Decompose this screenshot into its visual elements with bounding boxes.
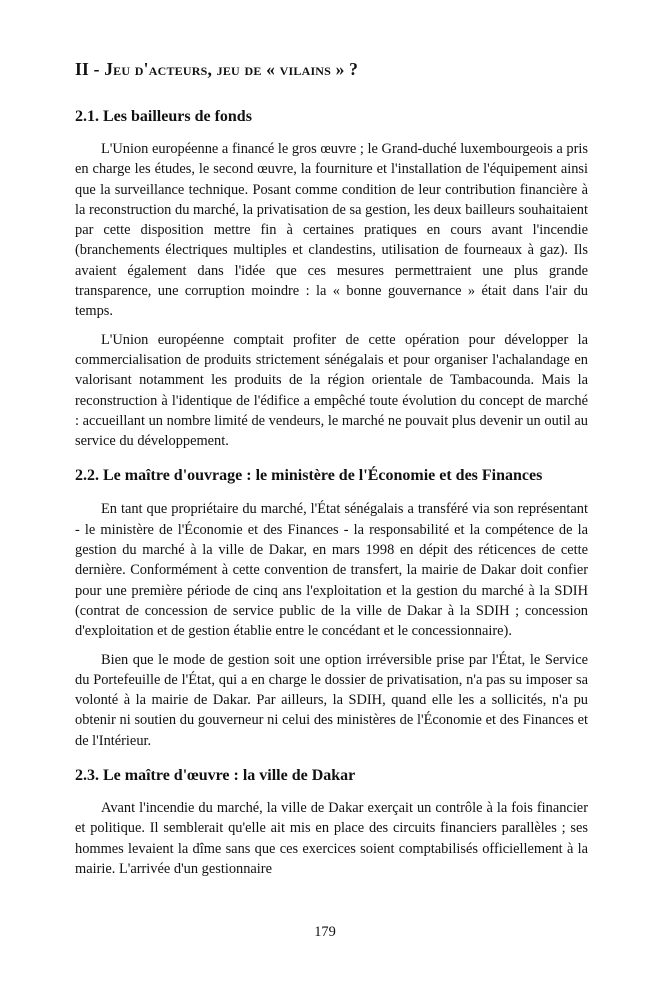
section-title-maitre-oeuvre: 2.3. Le maître d'œuvre : la ville de Dakar (75, 767, 356, 785)
paragraph: L'Union européenne a financé le gros œuvre ; le Grand-duché luxembourgeois a pris en charge les études, le second œuvre, la fourniture et l'installation de l'équipement ainsi que la surveillance technique. Posant comme condition de leur contribution financière à la reconstruction du marché, la privatisation de sa gestion, les deux bailleurs souhaitaient par cette disposition mettre fin à certaines pratiques en cours avant l'incendie (branchements électriques multiples et clandestins, utilisation de fourneaux à gaz). Ils avaient également dans l'idée que ces mesures permettraient une plus grande transparence, une corruption moindre : la « bonne gouvernance » était dans l'air du temps. (75, 141, 588, 320)
paragraph: Avant l'incendie du marché, la ville de Dakar exerçait un contrôle à la fois financier et politique. Il semblerait qu'elle ait mis en place des circuits financiers parallèles ; ses hommes levaient la dîme sans que ces exercices soient comptabilisés officiellement à la mairie. L'arrivée d'un gestionnaire (75, 800, 588, 877)
chapter-title: II - Jeu d'acteurs, jeu de « vilains » ? (75, 59, 359, 79)
page-content (75, 58, 588, 887)
section-title-maitre-ouvrage: 2.2. Le maître d'ouvrage : le ministère de l'Économie et des Finances (75, 467, 543, 485)
section-title-bailleurs: 2.1. Les bailleurs de fonds (75, 108, 252, 125)
paragraph: En tant que propriétaire du marché, l'État sénégalais a transféré via son représentant - le ministère de l'Économie et des Finances - la responsabilité et la compétence de la gestion du marché à la ville de Dakar, en mars 1998 en dépit des réticences de cette dernière. Conformément à cette convention de transfert, la mairie de Dakar doit confier pour une première période de cinq ans l'exploitation et la gestion du marché à la SDIH (contrat de concession de service public de la ville de Dakar à la SDIH ; concession d'exploitation et de gestion établie entre le concédant et le concessionnaire). (75, 501, 588, 640)
page-number: 179 (314, 924, 336, 940)
paragraph: Bien que le mode de gestion soit une option irréversible prise par l'État, le Service du Portefeuille de l'État, qui a en charge le dossier de privatisation, n'a pas su imposer sa volonté à la mairie de Dakar. Par ailleurs, la SDIH, quand elle les a sollicités, n'a pu obtenir ni soutien du gouverneur ni celui des ministères de l'Économie et des Finances et de l'Intérieur. (75, 651, 588, 749)
paragraph: L'Union européenne comptait profiter de cette opération pour développer la commercialisation de produits strictement sénégalais et pour organiser l'achalandage en valorisant notamment les produits de la région orientale de Tambacounda. Mais la reconstruction à l'identique de l'édifice a empêché toute évolution du concept de marché : accueillant un nombre limité de vendeurs, le marché ne pouvait plus devenir un outil au service du développement. (75, 331, 588, 450)
